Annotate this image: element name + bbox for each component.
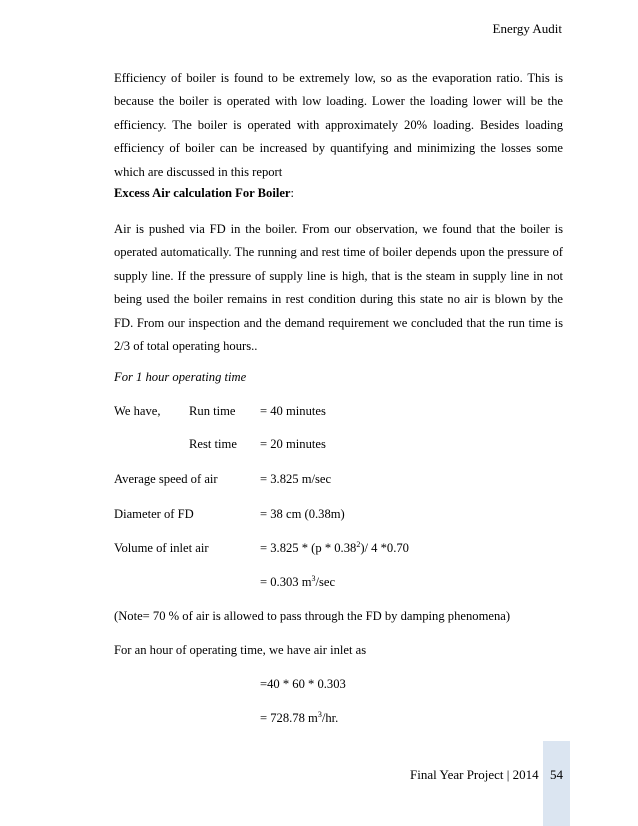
section-heading-colon: : (290, 186, 295, 200)
run-time-label: Run time (189, 404, 236, 418)
rest-time-value: = 20 minutes (260, 437, 326, 451)
hour-result-sup: 3 (317, 709, 322, 719)
page-number: 54 (550, 767, 563, 782)
volume-expression-b: )/ 4 *0.70 (360, 541, 409, 555)
hour-result-a: = 728.78 m (260, 711, 318, 725)
run-time-value: = 40 minutes (260, 404, 326, 418)
hour-result (260, 711, 338, 726)
section-heading (114, 186, 294, 201)
volume-result (260, 575, 335, 590)
section-heading-text: Excess Air calculation For Boiler (114, 186, 291, 200)
rest-time-label: Rest time (189, 437, 237, 451)
running-header: Energy Audit (492, 21, 562, 36)
volume-label: Volume of inlet air (114, 541, 209, 555)
volume-expression-sup: 2 (356, 539, 361, 549)
intro-paragraph: Efficiency of boiler is found to be extremely low, so as the evaporation ratio. This is because the boiler is operated with low loading. Lower the loading lower will be the efficiency. The boiler is operated with approximately 20% loading. Besides loading efficiency of boiler can be increased by quantifying and minimizing the losses some which are discussed in this report (114, 71, 563, 179)
diameter-value: = 38 cm (0.38m) (260, 507, 345, 521)
hour-line: For an hour of operating time, we have air inlet as (114, 643, 367, 657)
note-line: (Note= 70 % of air is allowed to pass through the FD by damping phenomena) (114, 609, 511, 623)
diameter-label: Diameter of FD (114, 507, 194, 521)
we-have-label: We have, (114, 404, 161, 418)
hour-result-b: /hr. (321, 711, 339, 725)
footer-text: Final Year Project | 2014 (410, 767, 539, 782)
volume-result-sup: 3 (311, 573, 316, 583)
volume-expression (260, 541, 409, 556)
subheading: For 1 hour operating time (114, 370, 247, 384)
page-number-box (543, 741, 570, 826)
volume-result-a: = 0.303 m (260, 575, 312, 589)
air-paragraph: Air is pushed via FD in the boiler. From our observation, we found that the boiler is operated automatically. The running and rest time of boiler depends upon the pressure of supply line. If the pressure of supply line is high, that is the steam in supply line in not being used the boiler remains in rest condition during this state no air is blown by the FD. From our inspection and the demand requirement we concluded that the run time is 2/3 of total operating hours.. (114, 222, 563, 354)
hour-expression: =40 * 60 * 0.303 (260, 677, 346, 691)
volume-result-b: /sec (315, 575, 336, 589)
air-speed-label: Average speed of air (114, 472, 218, 486)
volume-expression-a: = 3.825 * (p * 0.38 (260, 541, 357, 555)
air-speed-value: = 3.825 m/sec (260, 472, 332, 486)
